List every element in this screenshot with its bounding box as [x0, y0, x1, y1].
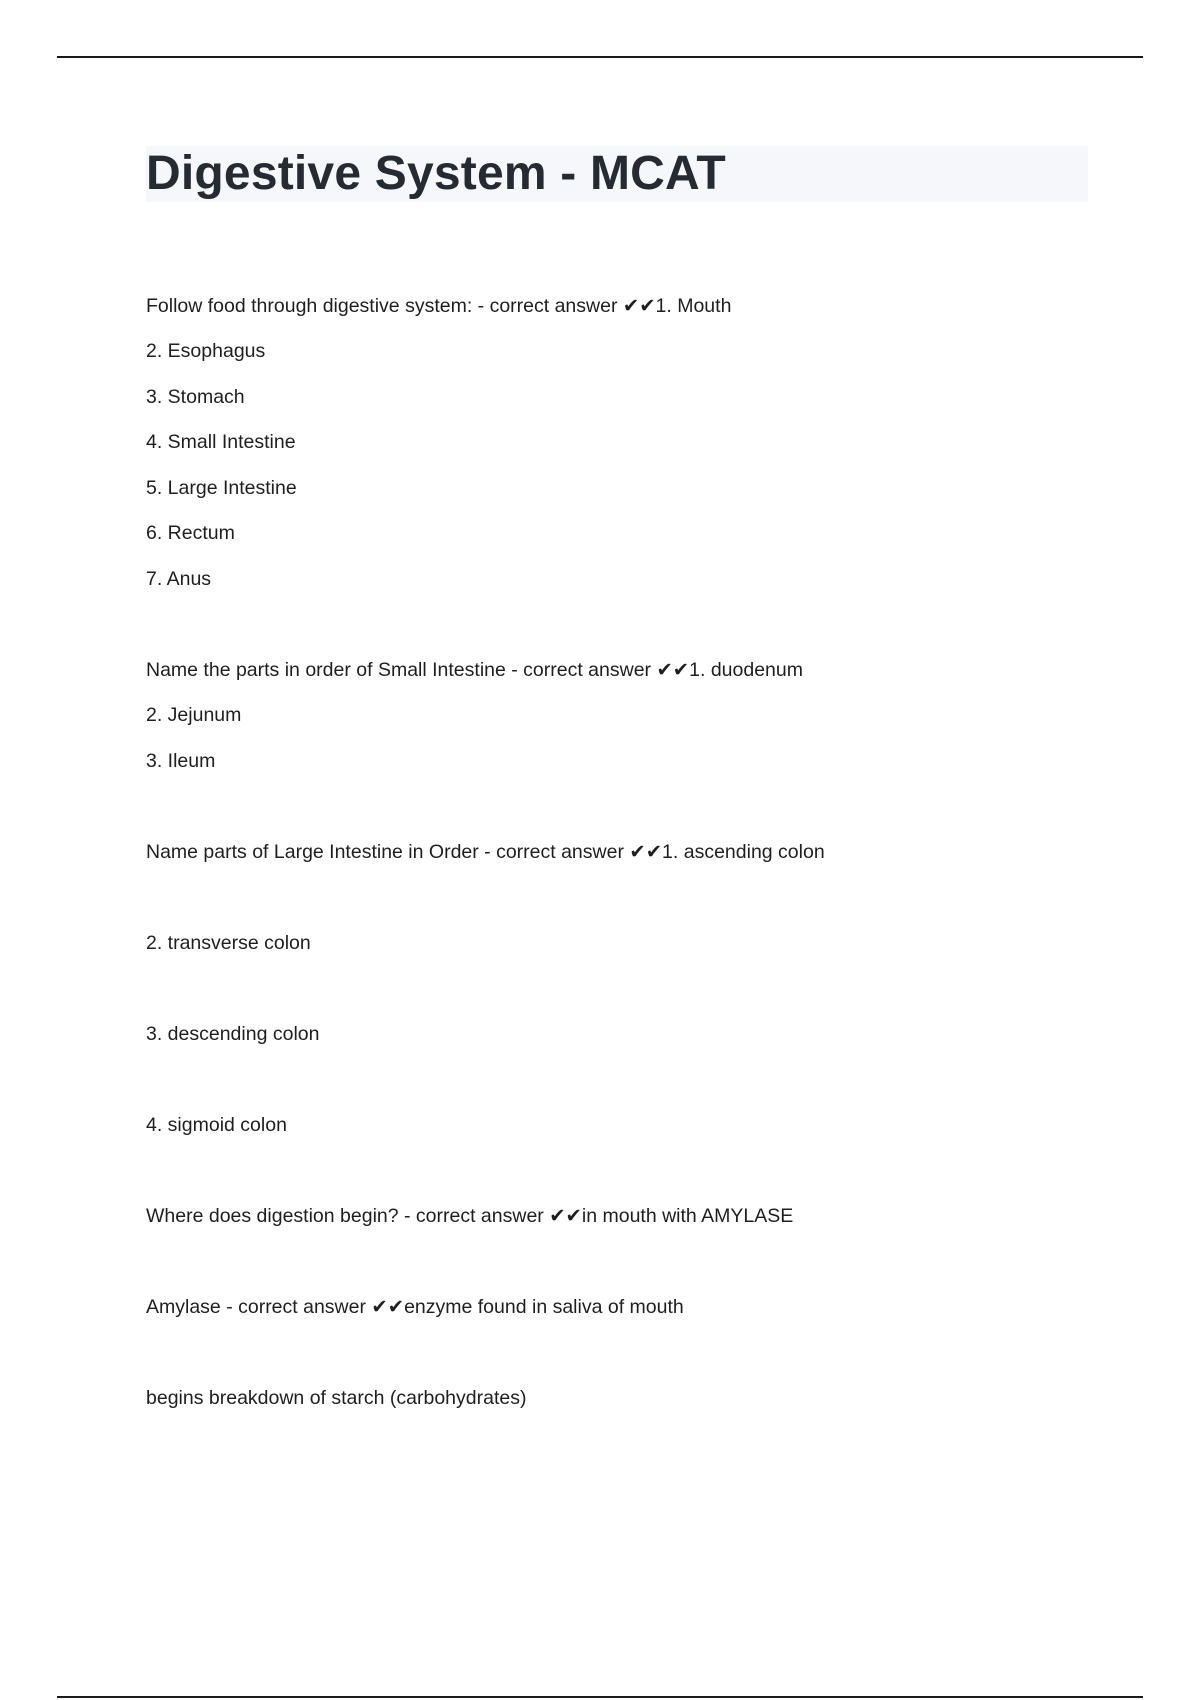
text-line: 7. Anus [146, 568, 212, 590]
top-rule [57, 56, 1143, 58]
bottom-rule [57, 1696, 1143, 1698]
text-line: 5. Large Intestine [146, 477, 297, 499]
text-line: begins breakdown of starch (carbohydrates) [146, 1387, 527, 1409]
text-line: 3. Stomach [146, 386, 245, 408]
text-line: 2. transverse colon [146, 932, 311, 954]
text-line: Where does digestion begin? - correct answer ✔✔in mouth with AMYLASE [146, 1205, 794, 1227]
text-line: 4. sigmoid colon [146, 1114, 287, 1136]
text-line: 2. Jejunum [146, 704, 242, 726]
text-line: 3. Ileum [146, 750, 216, 772]
text-line: Amylase - correct answer ✔✔enzyme found in saliva of mouth [146, 1296, 684, 1318]
text-line: Name parts of Large Intestine in Order - correct answer ✔✔1. ascending colon [146, 841, 825, 863]
page-title: Digestive System - MCAT [146, 147, 726, 200]
text-line: 6. Rectum [146, 522, 235, 544]
text-line: Follow food through digestive system: - correct answer ✔✔1. Mouth [146, 295, 732, 317]
text-line: 2. Esophagus [146, 340, 266, 362]
text-line: 4. Small Intestine [146, 431, 296, 453]
text-line: 3. descending colon [146, 1023, 320, 1045]
text-line: Name the parts in order of Small Intestine - correct answer ✔✔1. duodenum [146, 659, 803, 681]
